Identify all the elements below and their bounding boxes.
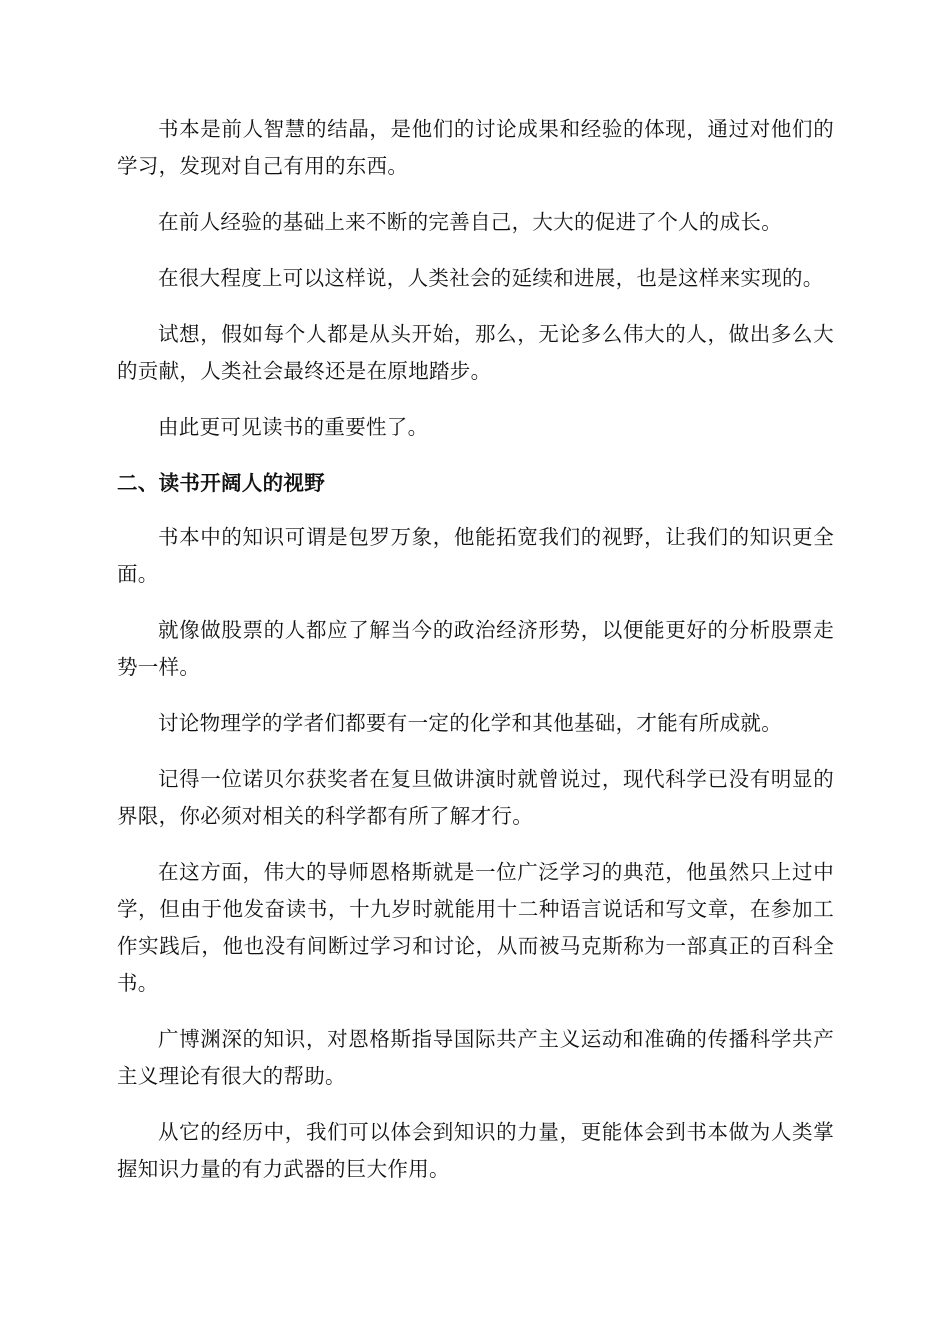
paragraph: 由此更可见读书的重要性了。 xyxy=(158,415,429,439)
paragraph: 从它的经历中，我们可以体会到知识的力量，更能体会到书本做为人类掌握知识力量的有力武器的巨大作用。 xyxy=(117,1120,834,1181)
paragraph: 记得一位诺贝尔获奖者在复旦做讲演时就曾说过，现代科学已没有明显的界限，你必须对相关的科学都有所了解才行。 xyxy=(117,767,834,828)
paragraph: 在很大程度上可以这样说，人类社会的延续和进展，也是这样来实现的。 xyxy=(158,266,824,290)
section-heading: 二、读书开阔人的视野 xyxy=(117,471,325,495)
paragraph: 就像做股票的人都应了解当今的政治经济形势，以便能更好的分析股票走势一样。 xyxy=(117,618,834,679)
paragraph: 试想，假如每个人都是从头开始，那么，无论多么伟大的人，做出多么大的贡献，人类社会最终还是在原地踏步。 xyxy=(117,322,834,383)
document-body xyxy=(117,111,834,1207)
paragraph: 广博渊深的知识，对恩格斯指导国际共产主义运动和准确的传播科学共产主义理论有很大的帮助。 xyxy=(117,1027,834,1088)
paragraph: 书本是前人智慧的结晶，是他们的讨论成果和经验的体现，通过对他们的学习，发现对自己有用的东西。 xyxy=(117,117,834,178)
paragraph: 在前人经验的基础上来不断的完善自己，大大的促进了个人的成长。 xyxy=(158,210,782,234)
paragraph: 在这方面，伟大的导师恩格斯就是一位广泛学习的典范，他虽然只上过中学，但由于他发奋读书，十九岁时就能用十二种语言说话和写文章，在参加工作实践后，他也没有间断过学习和讨论，从而被马克斯称为一部真正的百科全书。 xyxy=(117,860,834,995)
paragraph: 书本中的知识可谓是包罗万象，他能拓宽我们的视野，让我们的知识更全面。 xyxy=(117,525,834,586)
paragraph: 讨论物理学的学者们都要有一定的化学和其他基础，才能有所成就。 xyxy=(158,711,782,735)
